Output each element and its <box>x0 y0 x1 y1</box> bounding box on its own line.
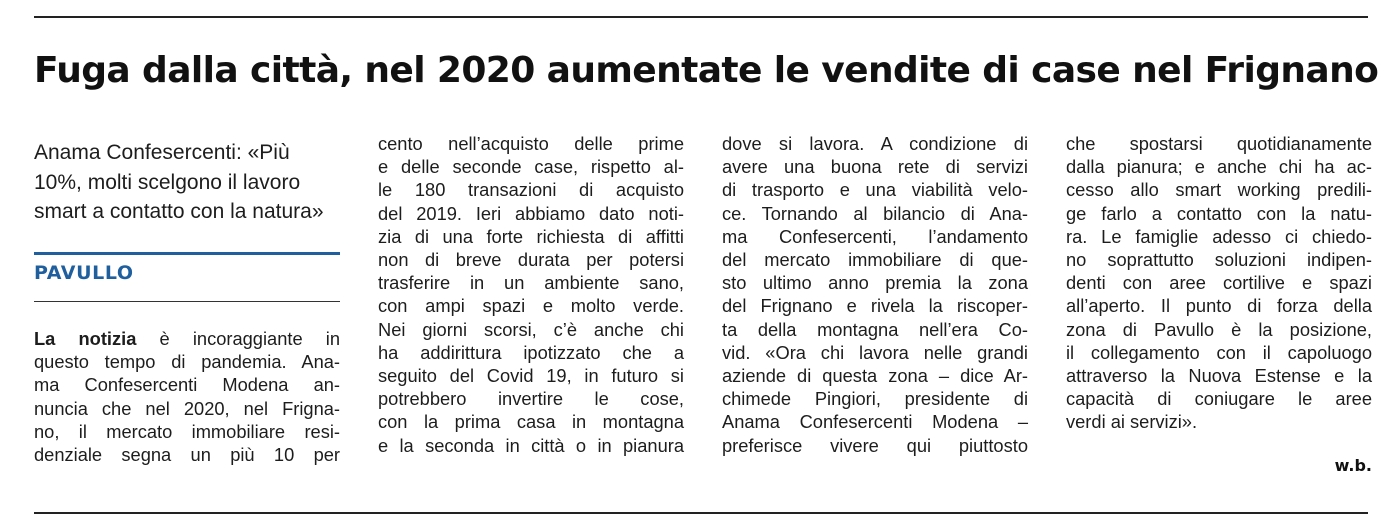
body-line: all’aperto. Il punto di forza della <box>1066 295 1372 317</box>
body-line: cento nell’acquisto delle prime <box>378 133 684 154</box>
subhead-line: smart a contatto con la natura» <box>34 200 324 223</box>
body-line: del 2019. Ieri abbiamo dato noti- <box>378 202 684 224</box>
body-line: no soprattutto soluzioni indipen- <box>1066 249 1372 271</box>
body-line: aziende di questa zona – dice Ar- <box>722 365 1028 387</box>
body-line: no, il mercato immobiliare resi- <box>34 420 340 442</box>
author-signature: w.b. <box>1334 456 1372 475</box>
kicker-location: PAVULLO <box>34 262 134 284</box>
column-2 <box>378 132 684 457</box>
body-line: dove si lavora. A condizione di <box>722 133 1028 154</box>
body-line: preferisce vivere qui piuttosto <box>722 434 1028 456</box>
body-line: denti con aree cortilive e spazi <box>1066 272 1372 294</box>
body-line: seguito del Covid 19, in futuro si <box>378 365 684 387</box>
body-line: ce. Tornando al bilancio di Ana- <box>722 202 1028 224</box>
body-line: con la prima casa in montagna <box>378 411 684 433</box>
body-line: che spostarsi quotidianamente <box>1066 133 1372 154</box>
body-line: ma Confesercenti Modena an- <box>34 374 340 396</box>
body-line: avere una buona rete di servizi <box>722 156 1028 178</box>
body-line: zona di Pavullo è la posizione, <box>1066 318 1372 340</box>
top-rule <box>34 16 1368 18</box>
body-line: di trasporto e una viabilità velo- <box>722 179 1028 201</box>
subhead-line: 10%, molti scelgono il lavoro <box>34 170 301 194</box>
kicker-top-rule <box>34 252 340 255</box>
body-line: vid. «Ora chi lavora nelle grandi <box>722 341 1028 363</box>
bottom-rule <box>34 512 1368 514</box>
body-line: e la seconda in città o in pianura <box>378 434 684 456</box>
body-line: non di breve durata per potersi <box>378 249 684 271</box>
subhead <box>34 138 344 227</box>
body-line: dalla pianura; e anche chi ha ac- <box>1066 156 1372 178</box>
body-line: del mercato immobiliare di que- <box>722 249 1028 271</box>
body-line: questo tempo di pandemia. Ana- <box>34 351 340 373</box>
body-line: Nei giorni scorsi, c’è anche chi <box>378 318 684 340</box>
headline: Fuga dalla città, nel 2020 aumentate le vendite di case nel Frignano <box>34 50 1379 91</box>
body-line: ta della montagna nell’era Co- <box>722 318 1028 340</box>
body-line: del Frignano e rivela la riscoper- <box>722 295 1028 317</box>
column-1 <box>34 327 340 466</box>
body-line: verdi ai servizi». <box>1066 411 1198 433</box>
body-line: denziale segna un più 10 per <box>34 444 340 466</box>
kicker-bottom-rule <box>34 301 340 302</box>
body-line: il collegamento con il capoluogo <box>1066 341 1372 363</box>
body-line: ma Confesercenti, l’andamento <box>722 225 1028 247</box>
body-line: Anama Confesercenti Modena – <box>722 411 1028 433</box>
body-line: potrebbero invertire le cose, <box>378 388 684 410</box>
body-line: le 180 transazioni di acquisto <box>378 179 684 201</box>
body-line: nuncia che nel 2020, nel Frigna- <box>34 397 340 419</box>
column-4 <box>1066 132 1372 434</box>
subhead-line: Anama Confesercenti: «Più <box>34 141 290 164</box>
body-line: ha addirittura ipotizzato che a <box>378 341 684 363</box>
body-line <box>34 327 340 350</box>
body-line: ge farlo a contatto con la natu- <box>1066 202 1372 224</box>
body-line: ra. Le famiglie adesso ci chiedo- <box>1066 225 1372 247</box>
lead-rest: è incoraggiante in <box>159 328 340 349</box>
body-line: sto ultimo anno premia la zona <box>722 272 1028 294</box>
lead-in: La notizia <box>34 328 137 349</box>
column-3 <box>722 132 1028 457</box>
body-line: zia di una forte richiesta di affitti <box>378 225 684 247</box>
body-line: chimede Pingiori, presidente di <box>722 388 1028 410</box>
body-line: trasferire in un ambiente sano, <box>378 272 684 294</box>
body-line: attraverso la Nuova Estense e la <box>1066 365 1372 387</box>
body-line: capacità di coniugare le aree <box>1066 388 1372 410</box>
body-line: cesso allo smart working predili- <box>1066 179 1372 201</box>
body-line: con ampi spazi e molto verde. <box>378 295 684 317</box>
body-line: e delle seconde case, rispetto al- <box>378 156 684 178</box>
